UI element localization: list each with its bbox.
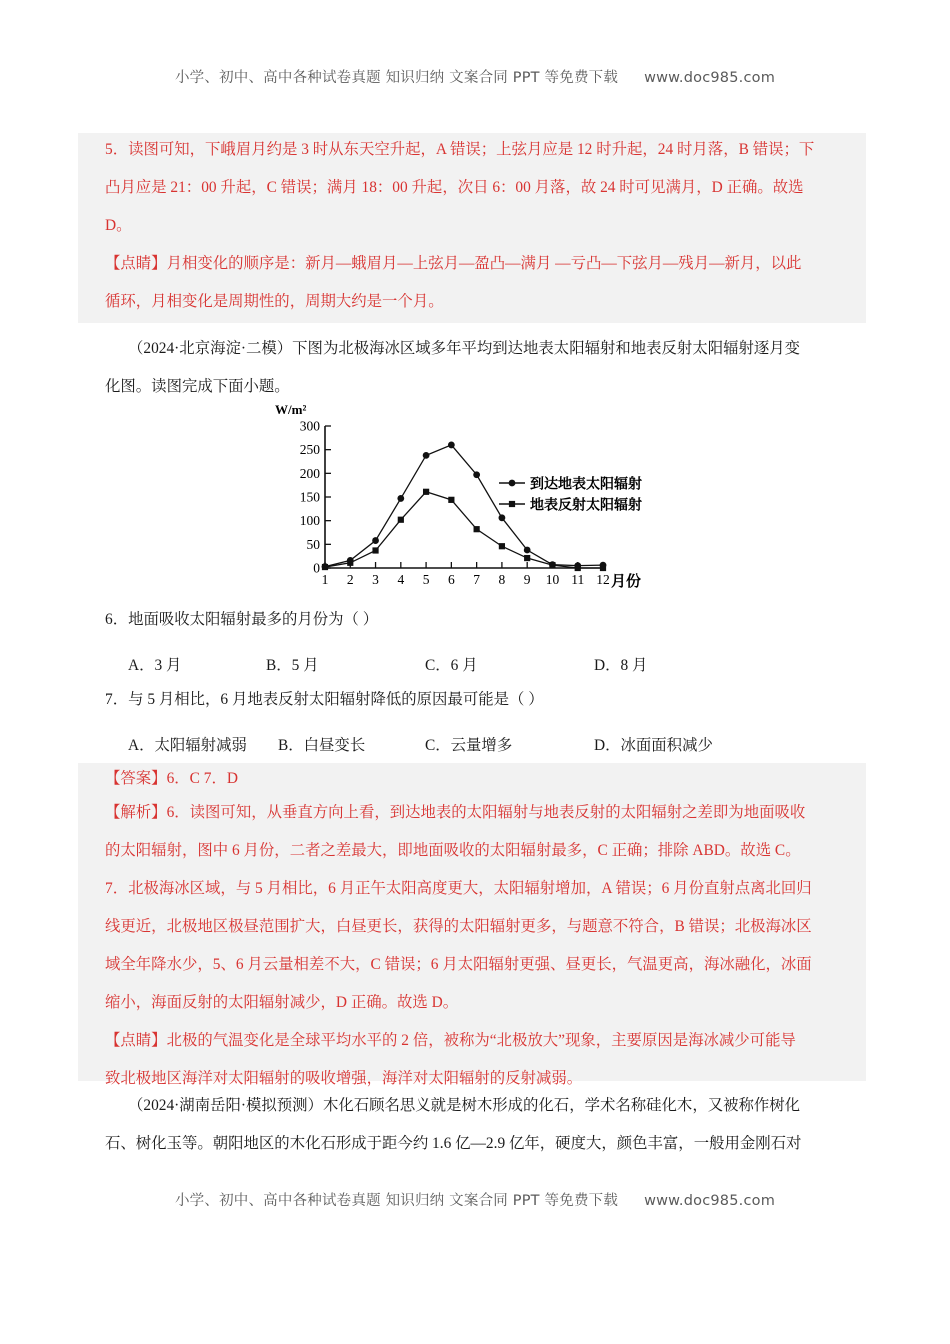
passage-2-line-2: 石、树化玉等。朝阳地区的木化石形成于距今约 1.6 亿—2.9 亿年，硬度大，颜色丰富，一般用金刚石对: [105, 1135, 802, 1152]
y-tick-label: 0: [313, 560, 320, 576]
passage-1-line-1: （2024·北京海淀·二模）下图为北极海冰区域多年平均到达地表太阳辐射和地表反射太阳辐射逐月变: [128, 340, 801, 357]
x-tick-label: 12: [596, 572, 610, 587]
analysis-1-line-5: 循环，月相变化是周期性的，周期大约是一个月。: [105, 293, 444, 310]
analysis-2-line-1: 【答案】6．C 7．D: [105, 770, 238, 787]
question-7-choice-c[interactable]: C．云量增多: [425, 737, 513, 754]
x-tick-label: 2: [346, 572, 354, 587]
analysis-2-line-8: 【点睛】北极的气温变化是全球平均水平的 2 倍，被称为“北极放大”现象，主要原因是海冰减少可能导: [105, 1032, 796, 1049]
x-tick-label: 1: [321, 572, 329, 587]
series-0-point: [397, 495, 404, 502]
series-1-point: [549, 562, 555, 568]
x-tick-label: 10: [545, 572, 560, 587]
x-tick-label: 6: [447, 572, 455, 587]
passage-1-line-2: 化图。读图完成下面小题。: [105, 378, 290, 395]
y-axis-ticks: [300, 419, 331, 576]
x-tick-label: 9: [523, 572, 531, 587]
legend-marker-circle-icon: [509, 480, 516, 487]
y-tick-label: 100: [299, 513, 320, 529]
passage-2-line-1: （2024·湖南岳阳·模拟预测）木化石顾名思义就是树木形成的化石，学术名称硅化木，又被称作树化: [128, 1097, 801, 1114]
series-0-point: [372, 537, 379, 544]
analysis-2-line-9: 致北极地区海洋对太阳辐射的吸收增强，海洋对太阳辐射的反射减弱。: [105, 1070, 583, 1087]
footer-watermark: [0, 1189, 950, 1210]
analysis-2-line-5: 线更近，北极地区极昼范围扩大，白昼更长，获得的太阳辐射更多，与题意不符合，B 错误；北极海冰区: [105, 918, 812, 935]
y-tick-label: 300: [299, 418, 320, 434]
question-7-choice-b[interactable]: B．白昼变长: [278, 737, 366, 754]
legend-label-0: 到达地表太阳辐射: [530, 477, 642, 493]
series-0-point: [499, 514, 506, 521]
series-1-point: [448, 497, 454, 503]
series-0-point: [448, 442, 455, 449]
header-watermark-url: www.doc985.com: [644, 70, 776, 86]
question-6-stem: 6．地面吸收太阳辐射最多的月份为（ ）: [105, 611, 379, 628]
header-watermark-text: 小学、初中、高中各种试卷真题 知识归纳 文案合同 PPT 等免费下载: [174, 70, 619, 86]
x-tick-label: 11: [571, 572, 585, 587]
series-1-point: [524, 555, 530, 561]
question-7-stem: 7．与 5 月相比，6 月地表反射太阳辐射降低的原因最可能是（ ）: [105, 691, 544, 708]
question-6-choice-a[interactable]: A．3 月: [128, 657, 182, 674]
analysis-2-line-7: 缩小，海面反射的太阳辐射减少，D 正确。故选 D。: [105, 994, 459, 1011]
y-tick-label: 200: [299, 465, 320, 481]
analysis-1-line-1: 5．读图可知，下峨眉月约是 3 时从东天空升起，A 错误；上弦月应是 12 时升起，24 时月落，B 错误；下: [105, 141, 815, 158]
x-tick-label: 4: [397, 572, 405, 587]
series-1-point: [372, 547, 378, 553]
legend-marker-square-icon: [509, 501, 515, 507]
footer-watermark-text: 小学、初中、高中各种试卷真题 知识归纳 文案合同 PPT 等免费下载: [174, 1193, 619, 1209]
header-watermark: [0, 66, 950, 87]
question-6-choice-c[interactable]: C．6 月: [425, 657, 478, 674]
solar-radiation-line-chart: [255, 398, 655, 590]
footer-watermark-url: www.doc985.com: [644, 1193, 776, 1209]
analysis-1-line-4: 【点睛】月相变化的顺序是：新月—蛾眉月—上弦月—盈凸—满月 —亏凸—下弦月—残月—新月，以此: [105, 255, 802, 272]
y-tick-label: 250: [299, 442, 320, 458]
y-axis-unit-label: W/m²: [275, 402, 307, 417]
question-7-choice-d[interactable]: D．冰面面积减少: [594, 737, 713, 754]
question-7-choice-a[interactable]: A．太阳辐射减弱: [128, 737, 247, 754]
analysis-1-line-3: D。: [105, 217, 132, 234]
x-tick-label: 3: [372, 572, 379, 587]
analysis-1-line-2: 凸月应是 21：00 升起，C 错误；满月 18：00 升起，次日 6：00 月落，故 24 时可见满月，D 正确。故选: [105, 179, 804, 196]
series-1-point: [600, 565, 606, 571]
chart-svg: [255, 398, 655, 590]
x-axis-title: 月份: [611, 574, 642, 590]
series-0-point: [423, 452, 430, 459]
analysis-2-line-6: 域全年降水少，5、6 月云量相差不大，C 错误；6 月太阳辐射更强、昼更长，气温更高，海冰融化，冰面: [105, 956, 812, 973]
analysis-2-line-4: 7．北极海冰区域，与 5 月相比，6 月正午太阳高度更大，太阳辐射增加，A 错误；6 月份直射点离北回归: [105, 880, 812, 897]
series-1-point: [575, 565, 581, 571]
series-0-point: [473, 471, 480, 478]
series-0-point: [524, 547, 531, 554]
analysis-2-line-3: 的太阳辐射，图中 6 月份，二者之差最大，即地面吸收的太阳辐射最多，C 正确；排除 ABD。故选 C。: [105, 842, 801, 859]
legend-label-1: 地表反射太阳辐射: [530, 498, 642, 514]
question-6-choice-b[interactable]: B．5 月: [266, 657, 319, 674]
series-1-point: [499, 543, 505, 549]
series-1-point: [474, 526, 480, 532]
series-1-point: [347, 560, 353, 566]
x-tick-label: 7: [473, 572, 481, 587]
analysis-2-line-2: 【解析】6．读图可知，从垂直方向上看，到达地表的太阳辐射与地表反射的太阳辐射之差即为地面吸收: [105, 804, 806, 821]
y-tick-label: 150: [299, 489, 320, 505]
chart-legend: [499, 476, 642, 514]
series-1-point: [322, 564, 328, 570]
y-tick-label: 50: [306, 536, 320, 552]
x-tick-label: 5: [422, 572, 430, 587]
series-1-point: [423, 489, 429, 495]
x-tick-label: 8: [498, 572, 506, 587]
series-1-point: [398, 517, 404, 523]
question-6-choice-d[interactable]: D．8 月: [594, 657, 648, 674]
